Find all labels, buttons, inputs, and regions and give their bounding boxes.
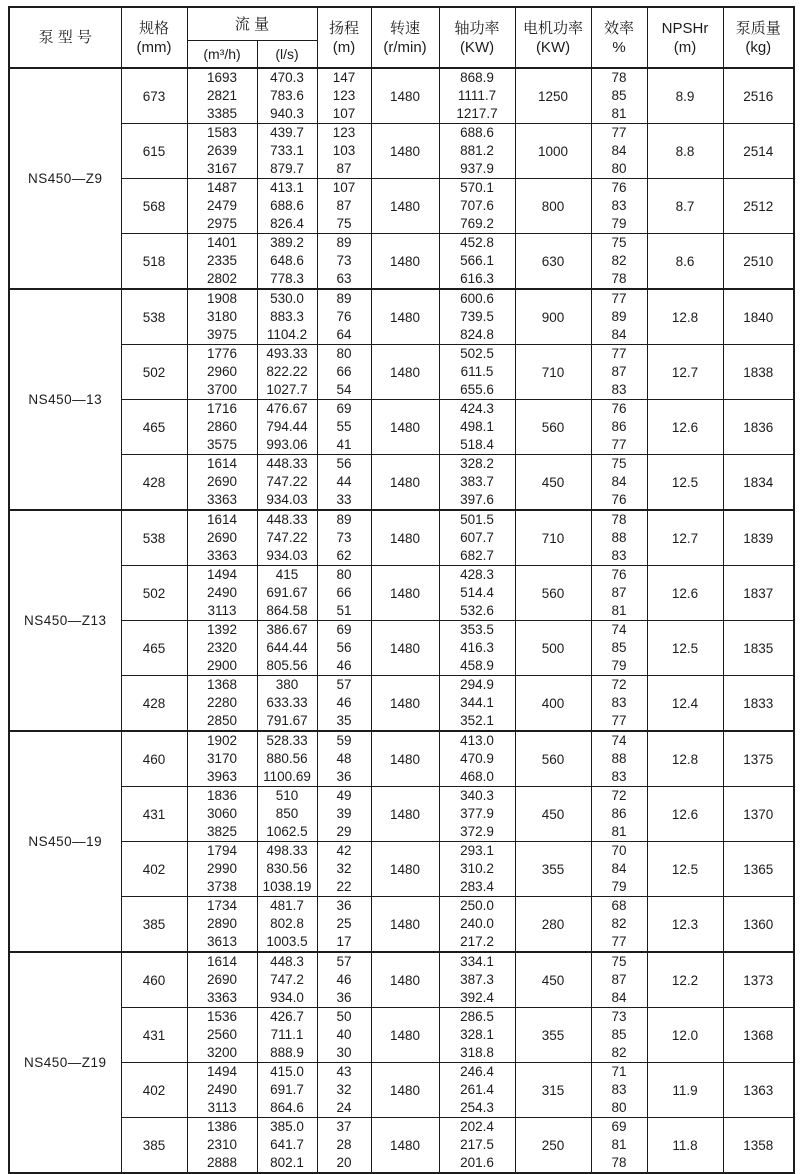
cell-npshr-m: 12.6 <box>647 787 723 842</box>
cell-head-m: 107 87 75 <box>317 179 371 234</box>
cell-pump-mass-kg: 1835 <box>723 621 794 676</box>
cell-efficiency-pct: 76 83 79 <box>591 179 647 234</box>
cell-motor-power-kw: 710 <box>515 510 591 566</box>
cell-spec-mm: 402 <box>121 842 187 897</box>
cell-pump-mass-kg: 1373 <box>723 952 794 1008</box>
cell-shaft-power-kw: 340.3 377.9 372.9 <box>439 787 515 842</box>
table-body <box>9 68 794 1173</box>
cell-spec-mm: 465 <box>121 621 187 676</box>
cell-head-m: 57 46 36 <box>317 952 371 1008</box>
cell-spec-mm: 402 <box>121 1063 187 1118</box>
cell-flow-m3h: 1614 2690 3363 <box>187 510 257 566</box>
cell-shaft-power-kw: 424.3 498.1 518.4 <box>439 400 515 455</box>
cell-speed-rpm: 1480 <box>371 1063 439 1118</box>
cell-head-m: 50 40 30 <box>317 1008 371 1063</box>
table-row <box>9 1008 794 1063</box>
cell-npshr-m: 12.6 <box>647 566 723 621</box>
cell-pump-mass-kg: 1368 <box>723 1008 794 1063</box>
cell-efficiency-pct: 78 85 81 <box>591 68 647 124</box>
cell-spec-mm: 428 <box>121 455 187 511</box>
header-head: 扬程 (m) <box>317 7 371 68</box>
header-flow-ls: (l/s) <box>257 41 317 69</box>
cell-spec-mm: 538 <box>121 289 187 345</box>
header-motor-power: 电机功率 (KW) <box>515 7 591 68</box>
cell-efficiency-pct: 72 83 77 <box>591 676 647 732</box>
cell-head-m: 89 73 63 <box>317 234 371 290</box>
cell-head-m: 56 44 33 <box>317 455 371 511</box>
cell-shaft-power-kw: 202.4 217.5 201.6 <box>439 1118 515 1174</box>
cell-speed-rpm: 1480 <box>371 289 439 345</box>
cell-head-m: 69 56 46 <box>317 621 371 676</box>
cell-flow-m3h: 1401 2335 2802 <box>187 234 257 290</box>
cell-efficiency-pct: 69 81 78 <box>591 1118 647 1174</box>
cell-head-m: 147 123 107 <box>317 68 371 124</box>
pump-model-cell: NS450—Z13 <box>9 510 121 731</box>
cell-head-m: 89 76 64 <box>317 289 371 345</box>
cell-shaft-power-kw: 353.5 416.3 458.9 <box>439 621 515 676</box>
cell-efficiency-pct: 75 84 76 <box>591 455 647 511</box>
table-row <box>9 731 794 787</box>
table-row <box>9 289 794 345</box>
cell-flow-ls: 493.33 822.22 1027.7 <box>257 345 317 400</box>
cell-flow-ls: 415 691.67 864.58 <box>257 566 317 621</box>
cell-spec-mm: 615 <box>121 124 187 179</box>
cell-npshr-m: 12.2 <box>647 952 723 1008</box>
table-row <box>9 455 794 511</box>
cell-pump-mass-kg: 1834 <box>723 455 794 511</box>
cell-pump-mass-kg: 2514 <box>723 124 794 179</box>
cell-spec-mm: 538 <box>121 510 187 566</box>
cell-flow-m3h: 1693 2821 3385 <box>187 68 257 124</box>
pump-model-cell: NS450—19 <box>9 731 121 952</box>
cell-flow-m3h: 1614 2690 3363 <box>187 455 257 511</box>
cell-speed-rpm: 1480 <box>371 124 439 179</box>
cell-flow-ls: 481.7 802.8 1003.5 <box>257 897 317 953</box>
cell-speed-rpm: 1480 <box>371 234 439 290</box>
cell-npshr-m: 12.5 <box>647 842 723 897</box>
cell-efficiency-pct: 76 87 81 <box>591 566 647 621</box>
cell-spec-mm: 673 <box>121 68 187 124</box>
cell-flow-m3h: 1836 3060 3825 <box>187 787 257 842</box>
table-row <box>9 1063 794 1118</box>
cell-speed-rpm: 1480 <box>371 897 439 953</box>
cell-shaft-power-kw: 413.0 470.9 468.0 <box>439 731 515 787</box>
cell-flow-m3h: 1494 2490 3113 <box>187 566 257 621</box>
cell-npshr-m: 12.7 <box>647 510 723 566</box>
cell-flow-m3h: 1386 2310 2888 <box>187 1118 257 1174</box>
cell-npshr-m: 8.8 <box>647 124 723 179</box>
cell-head-m: 123 103 87 <box>317 124 371 179</box>
cell-speed-rpm: 1480 <box>371 510 439 566</box>
cell-speed-rpm: 1480 <box>371 179 439 234</box>
cell-speed-rpm: 1480 <box>371 1008 439 1063</box>
cell-flow-ls: 385.0 641.7 802.1 <box>257 1118 317 1174</box>
table-row <box>9 400 794 455</box>
cell-speed-rpm: 1480 <box>371 731 439 787</box>
pump-model-cell: NS450—13 <box>9 289 121 510</box>
cell-motor-power-kw: 800 <box>515 179 591 234</box>
cell-motor-power-kw: 355 <box>515 842 591 897</box>
cell-speed-rpm: 1480 <box>371 400 439 455</box>
header-efficiency: 效率 % <box>591 7 647 68</box>
cell-spec-mm: 568 <box>121 179 187 234</box>
header-pump-model <box>9 7 121 68</box>
cell-shaft-power-kw: 286.5 328.1 318.8 <box>439 1008 515 1063</box>
cell-npshr-m: 12.8 <box>647 731 723 787</box>
cell-pump-mass-kg: 1375 <box>723 731 794 787</box>
cell-shaft-power-kw: 294.9 344.1 352.1 <box>439 676 515 732</box>
cell-shaft-power-kw: 328.2 383.7 397.6 <box>439 455 515 511</box>
cell-speed-rpm: 1480 <box>371 455 439 511</box>
cell-head-m: 36 25 17 <box>317 897 371 953</box>
header-flow-m3h: (m³/h) <box>187 41 257 69</box>
pump-model-cell: NS450—Z9 <box>9 68 121 289</box>
cell-npshr-m: 12.8 <box>647 289 723 345</box>
cell-flow-ls: 448.33 747.22 934.03 <box>257 510 317 566</box>
cell-head-m: 80 66 51 <box>317 566 371 621</box>
cell-pump-mass-kg: 1365 <box>723 842 794 897</box>
cell-motor-power-kw: 400 <box>515 676 591 732</box>
cell-efficiency-pct: 75 87 84 <box>591 952 647 1008</box>
cell-motor-power-kw: 1250 <box>515 68 591 124</box>
cell-pump-mass-kg: 1358 <box>723 1118 794 1174</box>
cell-npshr-m: 8.9 <box>647 68 723 124</box>
cell-flow-m3h: 1614 2690 3363 <box>187 952 257 1008</box>
cell-pump-mass-kg: 1360 <box>723 897 794 953</box>
cell-flow-m3h: 1583 2639 3167 <box>187 124 257 179</box>
cell-pump-mass-kg: 1839 <box>723 510 794 566</box>
header-shaft-power: 轴功率 (KW) <box>439 7 515 68</box>
cell-npshr-m: 8.7 <box>647 179 723 234</box>
table-row <box>9 1118 794 1174</box>
cell-pump-mass-kg: 1838 <box>723 345 794 400</box>
cell-spec-mm: 460 <box>121 731 187 787</box>
cell-motor-power-kw: 280 <box>515 897 591 953</box>
table-row <box>9 952 794 1008</box>
cell-head-m: 80 66 54 <box>317 345 371 400</box>
cell-flow-m3h: 1392 2320 2900 <box>187 621 257 676</box>
cell-pump-mass-kg: 1837 <box>723 566 794 621</box>
cell-motor-power-kw: 560 <box>515 566 591 621</box>
cell-efficiency-pct: 75 82 78 <box>591 234 647 290</box>
cell-shaft-power-kw: 246.4 261.4 254.3 <box>439 1063 515 1118</box>
cell-flow-m3h: 1368 2280 2850 <box>187 676 257 732</box>
cell-npshr-m: 11.9 <box>647 1063 723 1118</box>
cell-npshr-m: 12.6 <box>647 400 723 455</box>
cell-speed-rpm: 1480 <box>371 566 439 621</box>
table-row <box>9 676 794 732</box>
cell-efficiency-pct: 77 84 80 <box>591 124 647 179</box>
cell-spec-mm: 431 <box>121 1008 187 1063</box>
cell-flow-m3h: 1902 3170 3963 <box>187 731 257 787</box>
cell-pump-mass-kg: 1833 <box>723 676 794 732</box>
cell-shaft-power-kw: 334.1 387.3 392.4 <box>439 952 515 1008</box>
cell-flow-ls: 530.0 883.3 1104.2 <box>257 289 317 345</box>
cell-flow-ls: 528.33 880.56 1100.69 <box>257 731 317 787</box>
cell-npshr-m: 12.5 <box>647 455 723 511</box>
cell-speed-rpm: 1480 <box>371 1118 439 1174</box>
table-row <box>9 897 794 953</box>
cell-shaft-power-kw: 428.3 514.4 532.6 <box>439 566 515 621</box>
cell-speed-rpm: 1480 <box>371 787 439 842</box>
pump-model-cell: NS450—Z19 <box>9 952 121 1173</box>
cell-shaft-power-kw: 293.1 310.2 283.4 <box>439 842 515 897</box>
cell-spec-mm: 385 <box>121 897 187 953</box>
cell-pump-mass-kg: 2510 <box>723 234 794 290</box>
cell-efficiency-pct: 77 87 83 <box>591 345 647 400</box>
cell-flow-m3h: 1716 2860 3575 <box>187 400 257 455</box>
cell-motor-power-kw: 355 <box>515 1008 591 1063</box>
cell-npshr-m: 8.6 <box>647 234 723 290</box>
header-flow: 流 量 <box>187 7 317 41</box>
cell-flow-ls: 510 850 1062.5 <box>257 787 317 842</box>
table-row <box>9 842 794 897</box>
cell-shaft-power-kw: 452.8 566.1 616.3 <box>439 234 515 290</box>
cell-flow-ls: 389.2 648.6 778.3 <box>257 234 317 290</box>
cell-speed-rpm: 1480 <box>371 68 439 124</box>
cell-spec-mm: 518 <box>121 234 187 290</box>
header-speed: 转速 (r/min) <box>371 7 439 68</box>
table-header <box>9 7 794 68</box>
cell-motor-power-kw: 450 <box>515 455 591 511</box>
cell-flow-m3h: 1776 2960 3700 <box>187 345 257 400</box>
cell-pump-mass-kg: 1840 <box>723 289 794 345</box>
cell-head-m: 59 48 36 <box>317 731 371 787</box>
cell-flow-m3h: 1794 2990 3738 <box>187 842 257 897</box>
cell-shaft-power-kw: 250.0 240.0 217.2 <box>439 897 515 953</box>
cell-efficiency-pct: 74 88 83 <box>591 731 647 787</box>
cell-npshr-m: 12.7 <box>647 345 723 400</box>
cell-npshr-m: 12.5 <box>647 621 723 676</box>
cell-pump-mass-kg: 1363 <box>723 1063 794 1118</box>
cell-efficiency-pct: 70 84 79 <box>591 842 647 897</box>
cell-shaft-power-kw: 600.6 739.5 824.8 <box>439 289 515 345</box>
pump-spec-table <box>8 6 795 1174</box>
cell-head-m: 69 55 41 <box>317 400 371 455</box>
cell-npshr-m: 12.0 <box>647 1008 723 1063</box>
cell-flow-ls: 439.7 733.1 879.7 <box>257 124 317 179</box>
cell-head-m: 49 39 29 <box>317 787 371 842</box>
cell-spec-mm: 460 <box>121 952 187 1008</box>
table-row <box>9 68 794 124</box>
cell-shaft-power-kw: 502.5 611.5 655.6 <box>439 345 515 400</box>
cell-pump-mass-kg: 2512 <box>723 179 794 234</box>
cell-efficiency-pct: 78 88 83 <box>591 510 647 566</box>
cell-motor-power-kw: 500 <box>515 621 591 676</box>
cell-flow-m3h: 1487 2479 2975 <box>187 179 257 234</box>
table-row <box>9 787 794 842</box>
cell-flow-m3h: 1494 2490 3113 <box>187 1063 257 1118</box>
cell-motor-power-kw: 560 <box>515 400 591 455</box>
cell-flow-ls: 498.33 830.56 1038.19 <box>257 842 317 897</box>
cell-flow-m3h: 1734 2890 3613 <box>187 897 257 953</box>
cell-flow-ls: 380 633.33 791.67 <box>257 676 317 732</box>
cell-shaft-power-kw: 868.9 1111.7 1217.7 <box>439 68 515 124</box>
cell-npshr-m: 12.3 <box>647 897 723 953</box>
cell-flow-ls: 415.0 691.7 864.6 <box>257 1063 317 1118</box>
cell-efficiency-pct: 71 83 80 <box>591 1063 647 1118</box>
cell-flow-ls: 426.7 711.1 888.9 <box>257 1008 317 1063</box>
cell-flow-ls: 476.67 794.44 993.06 <box>257 400 317 455</box>
header-npshr: NPSHr (m) <box>647 7 723 68</box>
header-pump-mass: 泵质量 (kg) <box>723 7 794 68</box>
table-row <box>9 566 794 621</box>
cell-speed-rpm: 1480 <box>371 345 439 400</box>
header-spec: 规格 (mm) <box>121 7 187 68</box>
cell-efficiency-pct: 77 89 84 <box>591 289 647 345</box>
cell-head-m: 37 28 20 <box>317 1118 371 1174</box>
cell-pump-mass-kg: 2516 <box>723 68 794 124</box>
cell-head-m: 43 32 24 <box>317 1063 371 1118</box>
cell-motor-power-kw: 1000 <box>515 124 591 179</box>
table-row <box>9 345 794 400</box>
cell-efficiency-pct: 76 86 77 <box>591 400 647 455</box>
cell-flow-ls: 413.1 688.6 826.4 <box>257 179 317 234</box>
cell-efficiency-pct: 73 85 82 <box>591 1008 647 1063</box>
header-pump-model-label: 泵 型 号 <box>38 29 92 46</box>
cell-efficiency-pct: 68 82 77 <box>591 897 647 953</box>
cell-spec-mm: 428 <box>121 676 187 732</box>
cell-motor-power-kw: 900 <box>515 289 591 345</box>
cell-speed-rpm: 1480 <box>371 952 439 1008</box>
cell-spec-mm: 465 <box>121 400 187 455</box>
cell-motor-power-kw: 250 <box>515 1118 591 1174</box>
cell-motor-power-kw: 450 <box>515 787 591 842</box>
cell-speed-rpm: 1480 <box>371 676 439 732</box>
cell-flow-ls: 448.33 747.22 934.03 <box>257 455 317 511</box>
cell-motor-power-kw: 450 <box>515 952 591 1008</box>
cell-shaft-power-kw: 570.1 707.6 769.2 <box>439 179 515 234</box>
cell-motor-power-kw: 710 <box>515 345 591 400</box>
cell-spec-mm: 431 <box>121 787 187 842</box>
cell-spec-mm: 502 <box>121 345 187 400</box>
cell-flow-m3h: 1908 3180 3975 <box>187 289 257 345</box>
cell-pump-mass-kg: 1370 <box>723 787 794 842</box>
cell-flow-ls: 470.3 783.6 940.3 <box>257 68 317 124</box>
cell-flow-ls: 448.3 747.2 934.0 <box>257 952 317 1008</box>
cell-pump-mass-kg: 1836 <box>723 400 794 455</box>
cell-speed-rpm: 1480 <box>371 842 439 897</box>
cell-motor-power-kw: 315 <box>515 1063 591 1118</box>
cell-head-m: 57 46 35 <box>317 676 371 732</box>
cell-head-m: 42 32 22 <box>317 842 371 897</box>
table-row <box>9 124 794 179</box>
table-row <box>9 179 794 234</box>
cell-spec-mm: 502 <box>121 566 187 621</box>
cell-shaft-power-kw: 501.5 607.7 682.7 <box>439 510 515 566</box>
cell-efficiency-pct: 74 85 79 <box>591 621 647 676</box>
cell-npshr-m: 11.8 <box>647 1118 723 1174</box>
table-row <box>9 234 794 290</box>
cell-head-m: 89 73 62 <box>317 510 371 566</box>
cell-shaft-power-kw: 688.6 881.2 937.9 <box>439 124 515 179</box>
cell-flow-m3h: 1536 2560 3200 <box>187 1008 257 1063</box>
cell-speed-rpm: 1480 <box>371 621 439 676</box>
cell-spec-mm: 385 <box>121 1118 187 1174</box>
table-row <box>9 510 794 566</box>
table-row <box>9 621 794 676</box>
cell-npshr-m: 12.4 <box>647 676 723 732</box>
cell-efficiency-pct: 72 86 81 <box>591 787 647 842</box>
cell-motor-power-kw: 630 <box>515 234 591 290</box>
cell-motor-power-kw: 560 <box>515 731 591 787</box>
cell-flow-ls: 386.67 644.44 805.56 <box>257 621 317 676</box>
